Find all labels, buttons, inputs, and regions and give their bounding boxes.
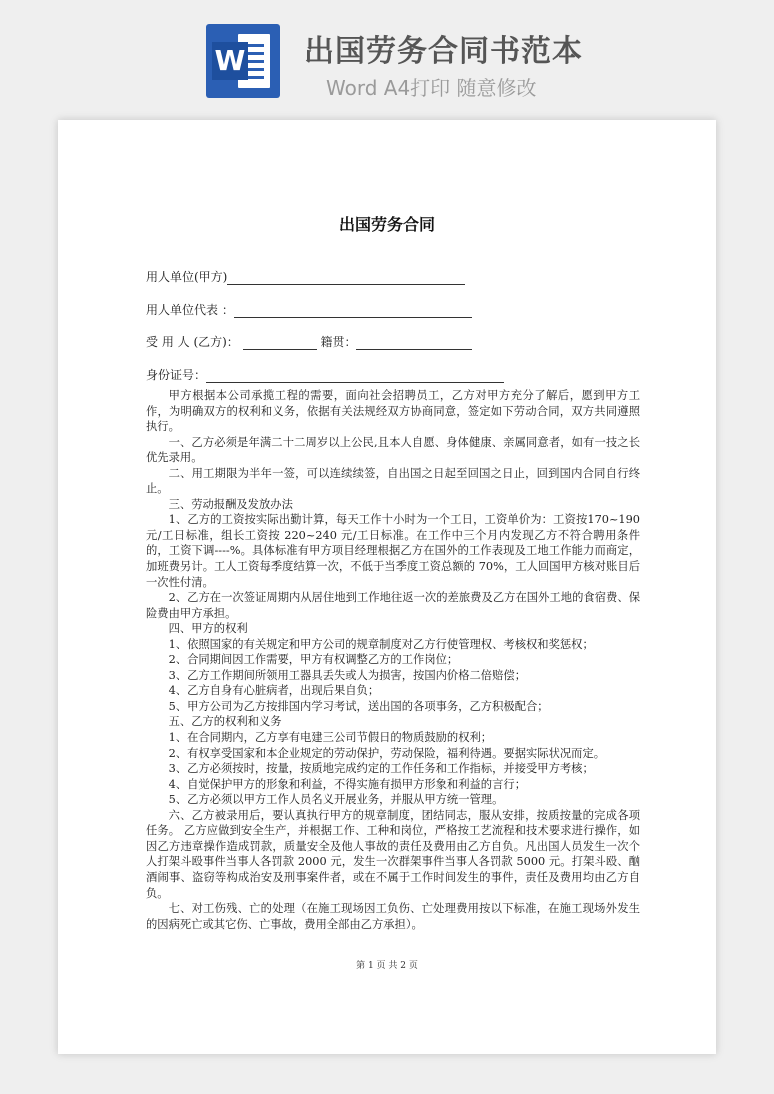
- paragraph: 4、乙方自身有心脏病者，出现后果自负；: [168, 684, 380, 698]
- paragraph: 3、乙方必须按时，按量，按质地完成约定的工作任务和工作指标，并接受甲方考核；: [168, 762, 594, 776]
- id-number-field: [146, 366, 504, 383]
- paragraph: 七、对工伤残、亡的处理（在施工现场因工负伤、亡处理费用按以下标准，在施工现场外发生的因病死亡或其它伤、亡事故，费用全部由乙方承担）。: [146, 902, 640, 931]
- employer-rep-label: 用人单位代表 ：: [146, 303, 234, 317]
- word-icon: [206, 24, 280, 98]
- employee-label: 受 用 人 (乙方)：: [146, 335, 239, 349]
- native-place-label: 籍贯：: [320, 335, 357, 349]
- employee-blank[interactable]: [243, 337, 317, 350]
- paragraph: 六、乙方被录用后，要认真执行甲方的规章制度，团结同志，服从安排，按质按量的完成各项任务。 乙方应做到安全生产，并根据工作、工种和岗位，严格按工艺流程和技术要求进行操作，如因乙方违章操作造成罚款，质量安全及他人事故的责任及费用由乙方自负。凡出国人员发生一次个人打架斗殴事件当事人各罚款 2000 元，发生一次群架事件当事人各罚款 5000 元。打架斗殴、酗酒闹事、盗窃等构成治安及刑事案件者，或在不属于工作时间发生的事件，责任及费用均由乙方自负。: [146, 808, 640, 900]
- employer-blank[interactable]: [227, 272, 465, 285]
- paragraph: 五、乙方的权利和义务: [168, 715, 282, 729]
- paragraph: 5、乙方必须以甲方工作人员名义开展业务，并服从甲方统一管理。: [168, 793, 504, 807]
- paragraph: 2、合同期间因工作需要，甲方有权调整乙方的工作岗位；: [168, 653, 459, 667]
- banner: [0, 0, 774, 110]
- paragraph: 2、乙方在一次签证周期内从居住地到工作地往返一次的差旅费及乙方在国外工地的食宿费、保险费由甲方承担。: [146, 591, 640, 620]
- contract-body: [146, 388, 640, 932]
- employer-rep-blank[interactable]: [234, 305, 472, 318]
- word-logo-letter: W: [212, 42, 248, 80]
- paragraph: 4、自觉保护甲方的形象和利益，不得实施有损甲方形象和利益的言行；: [168, 777, 526, 791]
- page-number: 第 1 页 共 2 页: [356, 961, 418, 971]
- paragraph: 二、用工期限为半年一签，可以连续续签，自出国之日起至回国之日止，回到国内合同自行终止。: [146, 466, 640, 496]
- paragraph: 三、劳动报酬及发放办法: [168, 497, 293, 511]
- paragraph: 5、甲方公司为乙方按排国内学习考试，送出国的各项事务，乙方积极配合；: [168, 699, 549, 713]
- employee-field: [146, 333, 472, 350]
- employer-label: 用人单位(甲方): [146, 270, 228, 284]
- paragraph: 1、乙方的工资按实际出勤计算，每天工作十小时为一个工日，工资单价为：工资按170~190 元/工日标准，组长工资按 220~240 元/工日标准。在工作中三个月内发现乙方不符合聘用条件的，工资下调----%。具体标准有甲方项目经理根据乙方在国外的工作表现及工地工作能力而商定，加班费另计。工人工资每季度结算一次，不低于当季度工资总额的 70%，工人回国甲方核对账目后一次性付清。: [146, 513, 640, 589]
- paragraph: 甲方根据本公司承揽工程的需要，面向社会招聘员工，乙方对甲方充分了解后，愿到甲方工作，为明确双方的权利和义务，依据有关法规经双方协商同意，签定如下劳动合同，双方共同遵照执行。: [146, 389, 640, 434]
- paragraph: 2、有权享受国家和本企业规定的劳动保护，劳动保险，福利待遇。要据实际状况而定。: [168, 746, 606, 760]
- employer-field: [146, 268, 465, 285]
- paragraph: 一、乙方必须是年满二十二周岁以上公民,且本人自愿、身体健康、亲属同意者，如有一技之长优先录用。: [146, 435, 640, 465]
- employer-rep-field: [146, 301, 472, 318]
- paragraph: 1、依照国家的有关规定和甲方公司的规章制度对乙方行使管理权、考核权和奖惩权；: [168, 637, 594, 651]
- document-page: [58, 120, 716, 1054]
- id-number-label: 身份证号：: [146, 368, 207, 382]
- id-number-blank[interactable]: [206, 370, 504, 383]
- paragraph: 3、乙方工作期间所领用工器具丢失或人为损害，按国内价格二倍赔偿；: [168, 668, 526, 682]
- banner-title: 出国劳务合同书范本: [304, 34, 583, 69]
- native-place-blank[interactable]: [356, 337, 472, 350]
- banner-subtitle: Word A4打印 随意修改: [326, 76, 537, 100]
- document-title: 出国劳务合同: [338, 215, 435, 234]
- paragraph: 1、在合同期内，乙方享有电建三公司节假日的物质鼓励的权利；: [168, 731, 493, 745]
- paragraph: 四、甲方的权利: [168, 622, 248, 636]
